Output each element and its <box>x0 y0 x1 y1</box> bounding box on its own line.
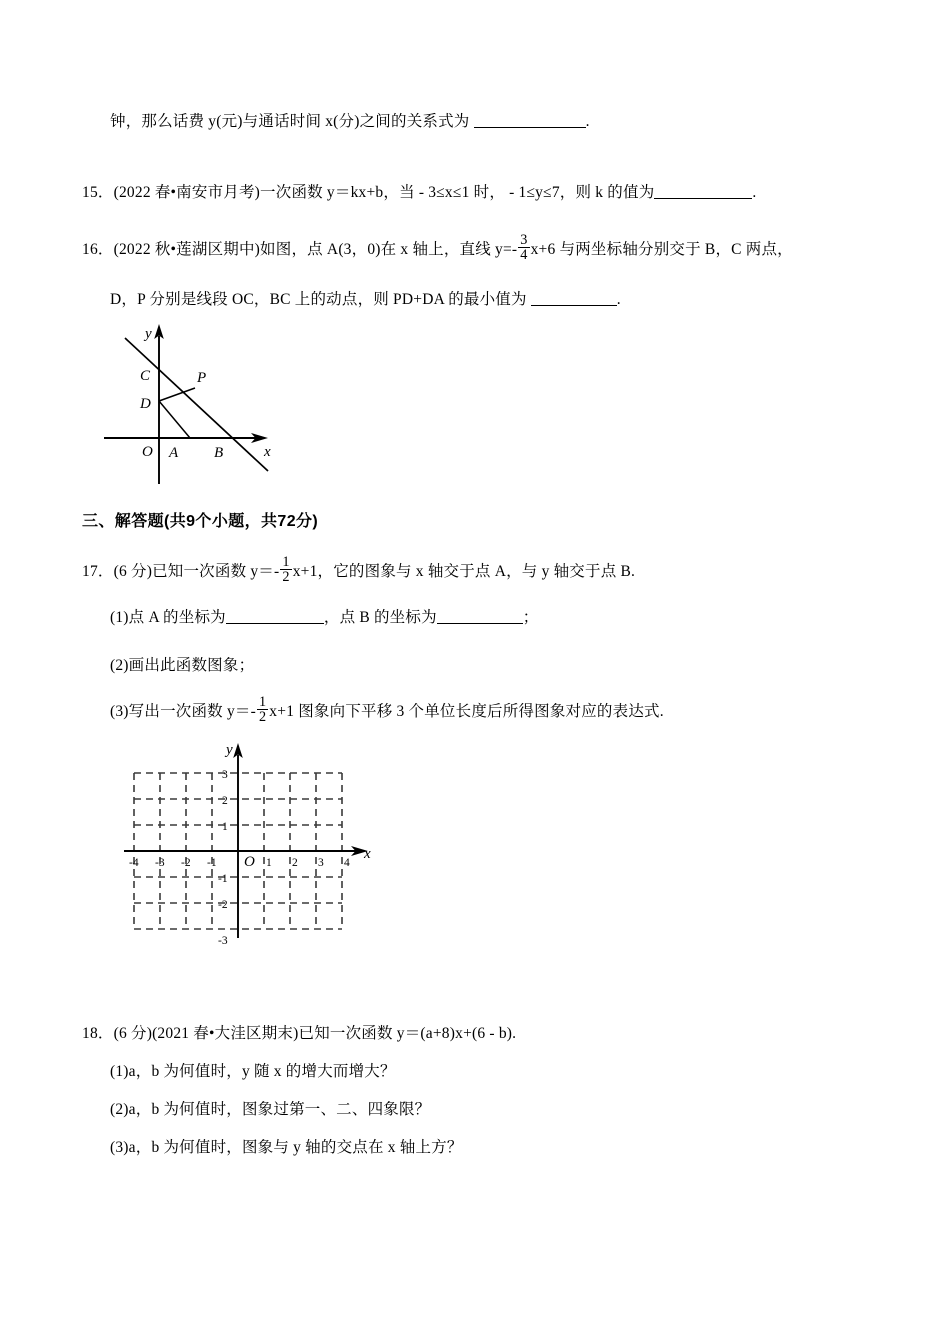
q16-label-d: D <box>140 396 151 412</box>
q17-score: (6 分) <box>113 563 153 581</box>
q17-y-label-neg1: -1 <box>218 873 228 885</box>
q18-score: (6 分) <box>113 1025 153 1042</box>
q17-body-1b: x+1，它的图象与 x 轴交于点 A，与 y 轴交于点 B. <box>292 563 636 581</box>
q16-label-b: B <box>214 445 224 461</box>
q15-answer-blank[interactable] <box>654 185 752 199</box>
q17-x-label-4: 4 <box>344 857 350 869</box>
q15-body-1: 一次函数 y＝kx+b，当 - 3≤x≤1 时， <box>260 184 506 201</box>
question-16-line-1 <box>82 231 793 265</box>
q17-y-tick-labels <box>218 769 228 947</box>
q17-x-label-2: 2 <box>292 857 298 869</box>
q15-source: (2022 春•南安市月考) <box>113 184 261 201</box>
q17-x-label-3: 3 <box>318 857 324 869</box>
question-18-part-1: (1)a，b 为何值时，y 随 x 的增大而增大？ <box>110 1063 396 1080</box>
q17-fraction-numerator: 1 <box>282 553 290 570</box>
q17-grid-svg <box>98 733 378 948</box>
q15-period: . <box>752 184 757 201</box>
q16-fraction-three-quarters <box>518 233 529 263</box>
q17-point-b-blank[interactable] <box>437 610 523 624</box>
q16-label-y-axis: y <box>145 326 152 342</box>
question-17-part-3 <box>110 693 664 727</box>
q16-body-1a: 如图，点 A(3，0)在 x 轴上，直线 y=- <box>260 241 518 259</box>
q17-x-axis-label: x <box>364 846 371 862</box>
q16-body-2: D，P 分别是线段 OC，BC 上的动点，则 PD+DA 的最小值为 <box>110 291 527 308</box>
q17-origin-label: O <box>244 854 255 870</box>
q16-label-x-axis: x <box>264 444 271 460</box>
q16-body-1b: x+6 与两坐标轴分别交于 B，C 两点， <box>530 241 793 259</box>
q17-y-axis-label: y <box>226 742 233 758</box>
question-17-part-2: (2)画出此函数图象； <box>110 657 255 674</box>
q17-part1-text-a: (1)点 A 的坐标为 <box>110 609 226 626</box>
q17-y-label-2: 2 <box>222 795 228 807</box>
q17-body-1a: 已知一次函数 y＝- <box>152 563 280 581</box>
q17-part3-fraction-denominator: 2 <box>258 709 267 726</box>
q16-period: . <box>616 291 621 308</box>
q17-y-label-neg3: -3 <box>218 935 228 947</box>
q15-number: 15． <box>82 184 114 201</box>
q17-part3-text-b: x+1 图象向下平移 3 个单位长度后所得图象对应的表达式. <box>269 703 664 721</box>
question-16-line-2 <box>110 288 621 311</box>
q17-part3-text-a: (3)写出一次函数 y＝- <box>110 703 256 721</box>
q16-figure-svg <box>96 316 306 486</box>
q17-x-label-1: 1 <box>266 857 272 869</box>
q17-fraction-one-half <box>280 555 291 585</box>
q17-part1-end: ； <box>522 609 539 626</box>
q18-source: (2021 春•大洼区期末) <box>152 1025 299 1042</box>
q17-x-label-neg2: -2 <box>181 857 191 869</box>
q17-x-label-neg1: -1 <box>207 857 217 869</box>
q17-part3-fraction-one-half <box>257 695 268 725</box>
q16-label-p: P <box>197 370 207 386</box>
carryover-text: 钟，那么话费 y(元)与通话时间 x(分)之间的关系式为 <box>110 113 470 130</box>
q18-number: 18． <box>82 1025 114 1042</box>
q16-figure <box>96 316 306 486</box>
question-17-line-1 <box>82 553 636 587</box>
q17-grid-figure <box>98 733 378 948</box>
q16-label-a: A <box>169 445 179 461</box>
q17-number: 17． <box>82 563 114 581</box>
question-18-line-1 <box>82 1022 516 1045</box>
carryover-line <box>110 110 590 133</box>
q16-answer-blank[interactable] <box>531 292 617 306</box>
q16-segment-da <box>159 401 190 438</box>
q18-body: 已知一次函数 y＝(a+8)x+(6 - b). <box>298 1025 517 1042</box>
q16-number: 16． <box>82 241 114 259</box>
q16-fraction-numerator: 3 <box>520 231 528 248</box>
question-17-part-1 <box>110 606 538 629</box>
q17-y-label-neg2: -2 <box>218 899 228 911</box>
q16-fraction-denominator: 4 <box>520 247 528 264</box>
q16-source: (2022 秋•莲湖区期中) <box>113 241 261 259</box>
q15-body-2: - 1≤y≤7，则 k 的值为 <box>505 184 655 201</box>
q17-part3-fraction-numerator: 1 <box>258 693 267 710</box>
q17-part1-text-b: ，点 B 的坐标为 <box>323 609 437 626</box>
q17-point-a-blank[interactable] <box>226 610 324 624</box>
section-3-heading: 三、解答题(共9个小题，共72分) <box>82 513 319 530</box>
q17-x-tick-labels <box>129 857 350 869</box>
question-18-part-2: (2)a，b 为何值时，图象过第一、二、四象限？ <box>110 1101 431 1118</box>
carryover-period: . <box>585 113 590 130</box>
q17-y-label-3: 3 <box>222 769 228 781</box>
q17-x-label-neg4: -4 <box>129 857 139 869</box>
q17-x-label-neg3: -3 <box>155 857 165 869</box>
question-15 <box>82 181 756 204</box>
q16-label-o: O <box>142 444 153 460</box>
question-18-part-3: (3)a，b 为何值时，图象与 y 轴的交点在 x 轴上方？ <box>110 1139 463 1156</box>
q16-label-c: C <box>140 368 151 384</box>
carryover-answer-blank[interactable] <box>474 114 586 128</box>
q17-y-label-1: 1 <box>222 821 228 833</box>
q17-fraction-denominator: 2 <box>282 569 290 586</box>
